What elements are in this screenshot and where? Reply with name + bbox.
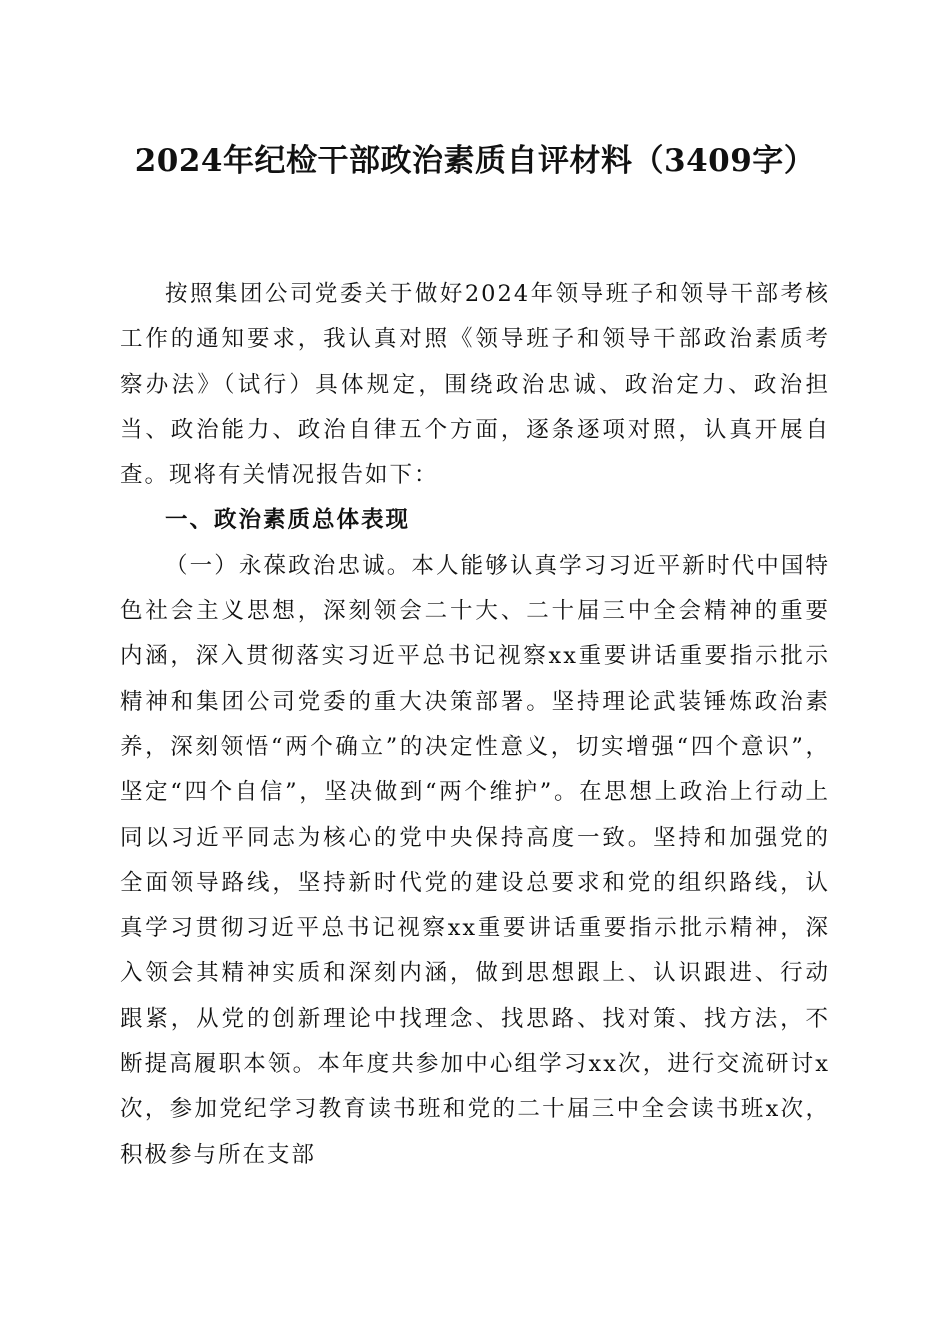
subsection-heading-1: （一）永葆政治忠诚。: [165, 552, 412, 579]
document-title: 2024年纪检干部政治素质自评材料（3409字）: [134, 143, 816, 179]
document-body: [120, 272, 830, 1178]
intro-paragraph: 按照集团公司党委关于做好2024年领导班子和领导干部考核工作的通知要求，我认真对照《领导班子和领导干部政治素质考察办法》（试行）具体规定，围绕政治忠诚、政治定力、政治担当、政治能力、政治自律五个方面，逐条逐项对照，认真开展自查。现将有关情况报告如下：: [120, 281, 830, 489]
subsection-paragraph-1: [120, 544, 830, 1178]
section-heading-1: 一、政治素质总体表现: [165, 507, 411, 534]
subsection-text-1: 本人能够认真学习习近平新时代中国特色社会主义思想，深刻领会二十大、二十届三中全会精神的重要内涵，深入贯彻落实习近平总书记视察xx重要讲话重要指示批示精神和集团公司党委的重大决策部署。坚持理论武装锤炼政治素养，深刻领悟“两个确立”的决定性意义，切实增强“四个意识”，坚定“四个自信”，坚决做到“两个维护”。在思想上政治上行动上同以习近平同志为核心的党中央保持高度一致。坚持和加强党的全面领导路线，坚持新时代党的建设总要求和党的组织路线，认真学习贯彻习近平总书记视察xx重要讲话重要指示批示精神，深入领会其精神实质和深刻内涵，做到思想跟上、认识跟进、行动跟紧，从党的创新理论中找理念、找思路、找对策、找方法，不断提高履职本领。本年度共参加中心组学习xx次，进行交流研讨x次，参加党纪学习教育读书班和党的二十届三中全会读书班x次，积极参与所在支部: [120, 552, 830, 1168]
